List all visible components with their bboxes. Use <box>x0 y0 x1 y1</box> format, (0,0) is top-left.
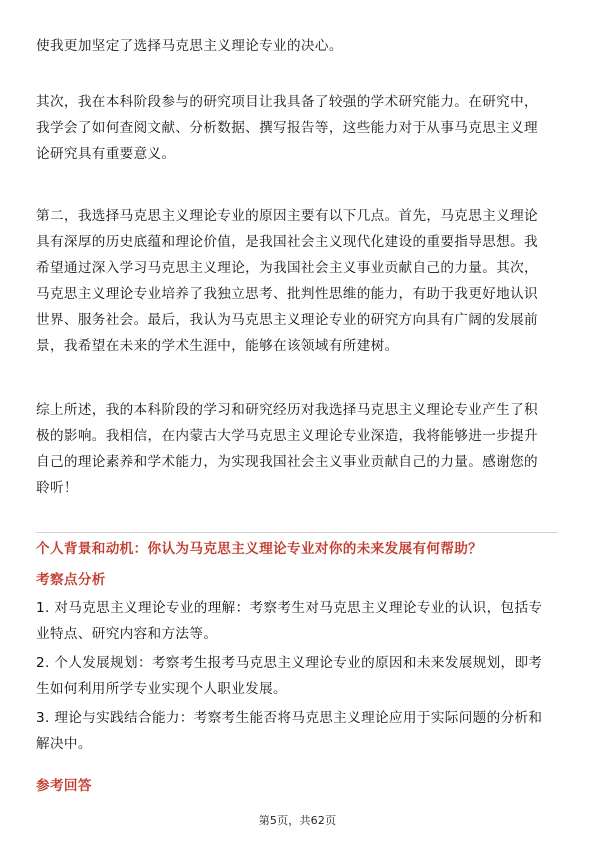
text-line: 3. 理论与实践结合能力：考察考生能否将马克思主义理论应用于实际问题的分析和 <box>36 710 543 726</box>
paragraph-research-ability <box>36 89 558 167</box>
section-divider <box>36 532 558 533</box>
analysis-list <box>36 595 558 775</box>
text-line: 生如何利用所学专业实现个人职业发展。 <box>36 681 287 697</box>
list-item <box>36 650 558 702</box>
text-line: 综上所述，我的本科阶段的学习和研究经历对我选择马克思主义理论专业产生了积 <box>36 402 538 418</box>
text-line: 第二，我选择马克思主义理论专业的原因主要有以下几点。首先，马克思主义理论 <box>36 208 538 224</box>
list-item <box>36 595 558 647</box>
paragraph-reasons <box>36 203 558 359</box>
text-line: 极的影响。我相信，在内蒙古大学马克思主义理论专业深造，我将能够进一步提升 <box>36 428 538 444</box>
text-line: 其次，我在本科阶段参与的研究项目让我具备了较强的学术研究能力。在研究中， <box>36 94 538 110</box>
text-line: 我学会了如何查阅文献、分析数据、撰写报告等，这些能力对于从事马克思主义理 <box>36 120 538 136</box>
text-line: 希望通过深入学习马克思主义理论，为我国社会主义事业贡献自己的力量。其次， <box>36 260 538 276</box>
text-line: 使我更加坚定了选择马克思主义理论专业的决心。 <box>36 38 343 54</box>
text-line: 具有深厚的历史底蕴和理论价值，是我国社会主义现代化建设的重要指导思想。我 <box>36 234 538 250</box>
text-line: 1. 对马克思主义理论专业的理解：考察考生对马克思主义理论专业的认识，包括专 <box>36 600 543 616</box>
text-line: 聆听！ <box>36 480 78 496</box>
text-line: 解决中。 <box>36 736 92 752</box>
list-item <box>36 705 558 757</box>
text-line: 2. 个人发展规划：考察考生报考马克思主义理论专业的原因和未来发展规划，即考 <box>36 655 543 671</box>
text-line: 景，我希望在未来的学术生涯中，能够在该领域有所建树。 <box>36 338 399 354</box>
text-line: 马克思主义理论专业培养了我独立思考、批判性思维的能力，有助于我更好地认识 <box>36 286 538 302</box>
question-title: 个人背景和动机：你认为马克思主义理论专业对你的未来发展有何帮助？ <box>36 541 483 557</box>
text-line: 世界、服务社会。最后，我认为马克思主义理论专业的研究方向具有广阔的发展前 <box>36 312 538 328</box>
paragraph-closing-line <box>36 33 558 59</box>
text-line: 业特点、研究内容和方法等。 <box>36 626 218 642</box>
analysis-heading: 考察点分析 <box>36 572 106 588</box>
text-line: 自己的理论素养和学术能力，为实现我国社会主义事业贡献自己的力量。感谢您的 <box>36 454 538 470</box>
answer-heading: 参考回答 <box>36 778 92 794</box>
text-line: 论研究具有重要意义。 <box>36 146 176 162</box>
paragraph-conclusion <box>36 397 558 501</box>
page-number: 第5页，共62页 <box>258 814 337 827</box>
